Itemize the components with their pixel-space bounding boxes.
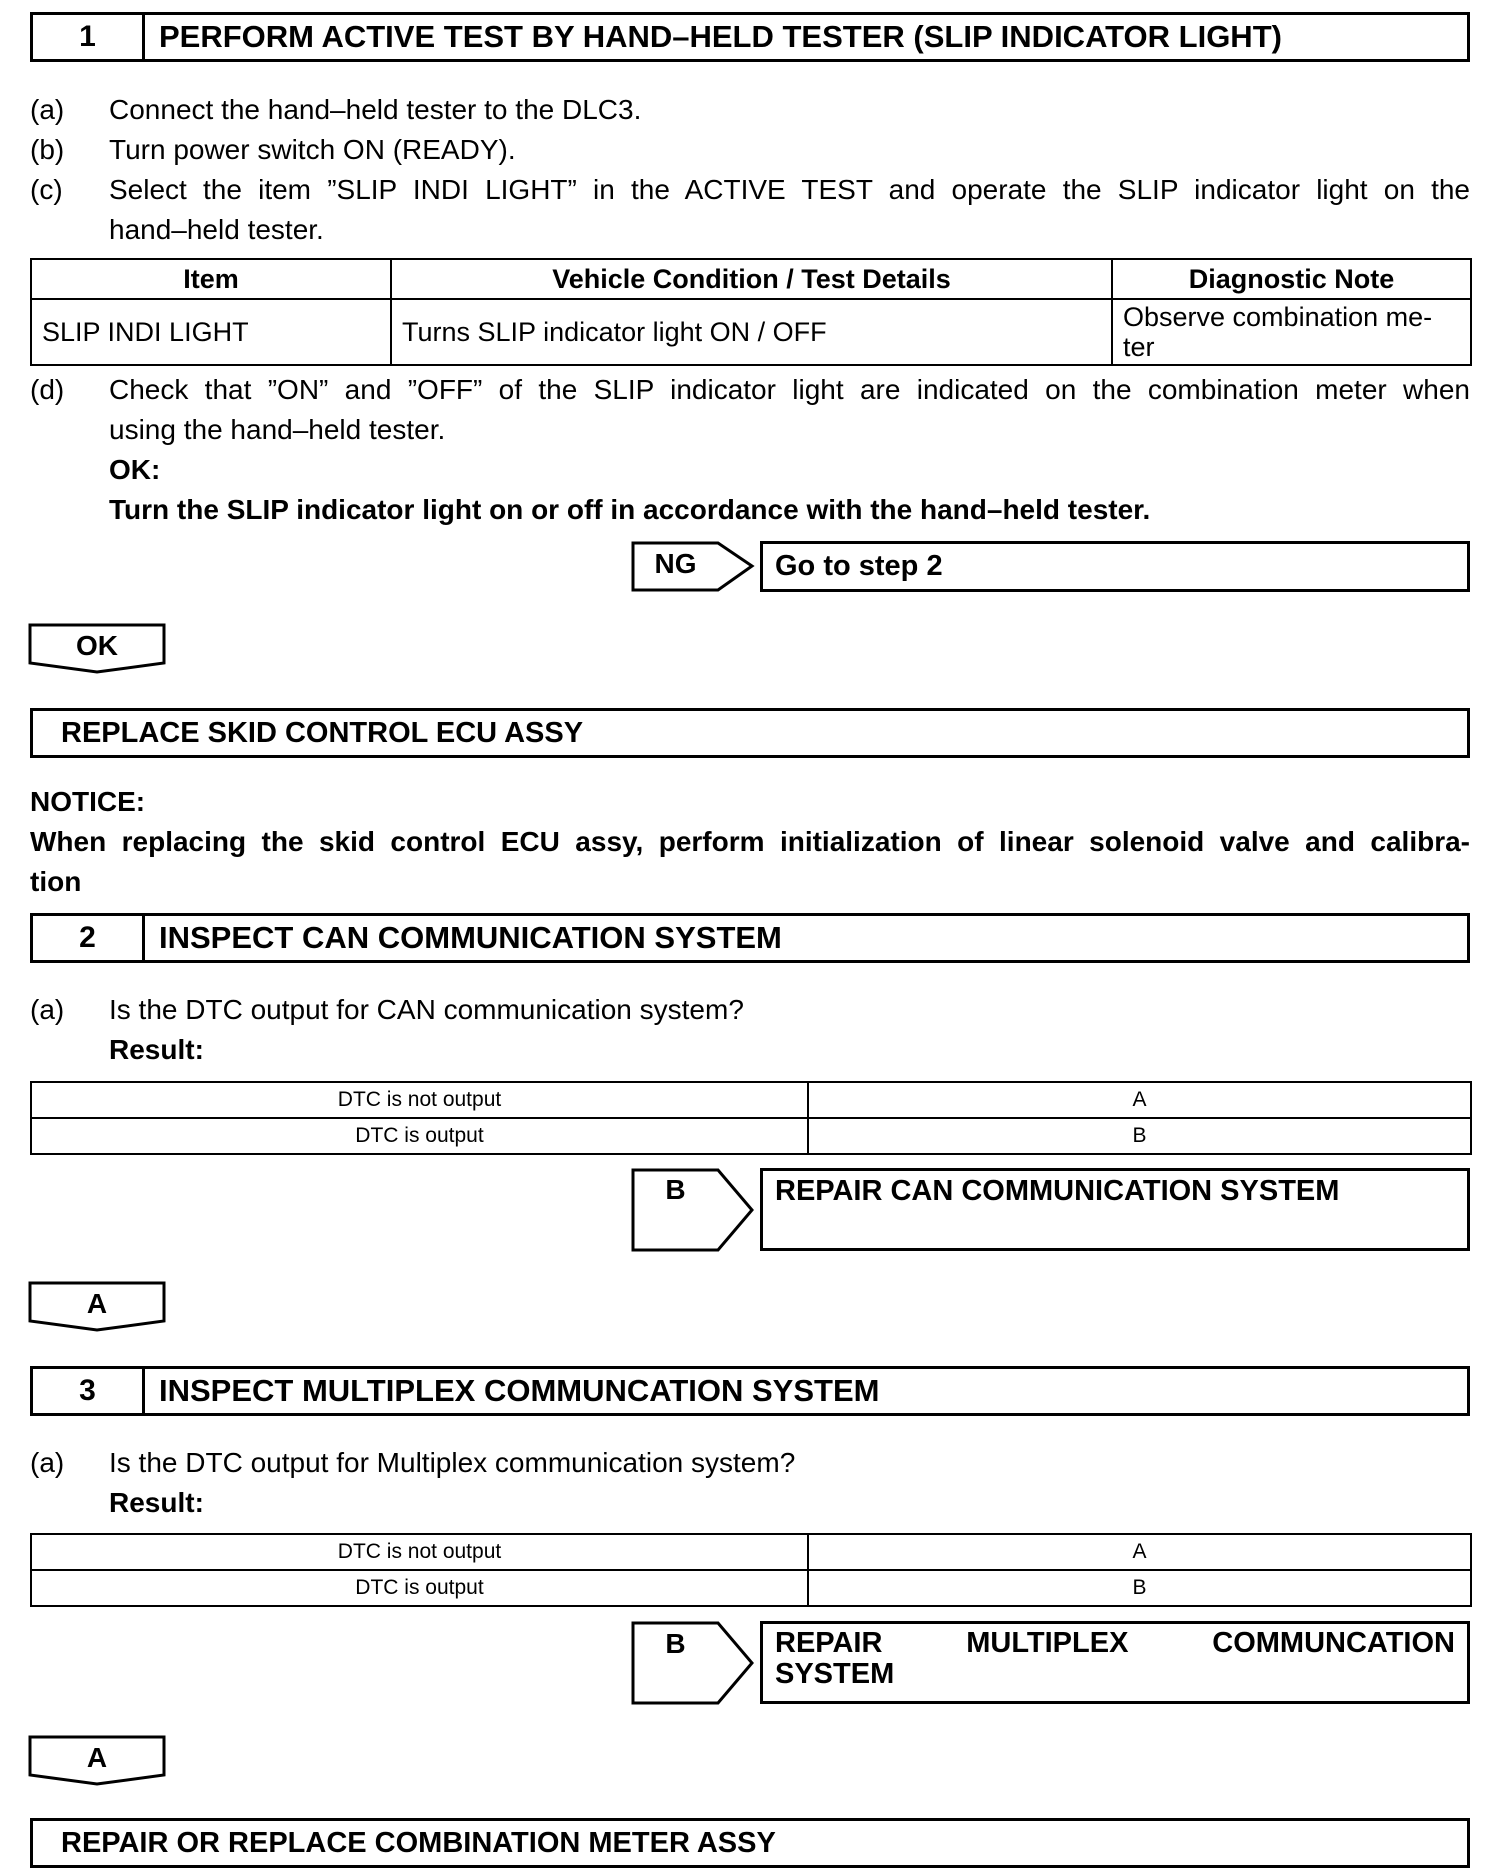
- branch-tag: B: [665, 1628, 686, 1659]
- notice-text: When replacing the skid control ECU assy, perform initialization of linear solenoid valve and calibra-: [30, 826, 1470, 857]
- step-title: INSPECT MULTIPLEX COMMUNCATION SYSTEM: [159, 1373, 880, 1408]
- item-text-cont: using the hand–held tester.: [109, 414, 446, 445]
- step-title: INSPECT CAN COMMUNICATION SYSTEM: [159, 920, 782, 955]
- result-condition: DTC is output: [31, 1570, 808, 1606]
- branch-action-word: COMMUNCATION: [1212, 1627, 1455, 1659]
- item-label: (b): [30, 134, 65, 165]
- ok-criteria: Turn the SLIP indicator light on or off in accordance with the hand–held tester.: [109, 494, 1151, 525]
- action-box-replace-ecu: [30, 708, 1470, 758]
- notice-text-cont: tion: [30, 866, 82, 897]
- result-condition: DTC is not output: [31, 1534, 808, 1570]
- table-row: [31, 1118, 1471, 1154]
- branch-action-text: REPAIR CAN COMMUNICATION SYSTEM: [775, 1175, 1340, 1207]
- item-label: (d): [30, 374, 65, 405]
- result-label: Result:: [109, 1034, 204, 1065]
- ok-tag: OK: [76, 630, 118, 661]
- table-row: [31, 1570, 1471, 1606]
- result-code: B: [808, 1118, 1471, 1154]
- result-label: Result:: [109, 1487, 204, 1518]
- item-text: Turn power switch ON (READY).: [109, 134, 516, 165]
- item-text: Select the item ”SLIP INDI LIGHT” in the ACTIVE TEST and operate the SLIP indicator light on the: [109, 174, 1470, 205]
- item-text-cont: hand–held tester.: [109, 214, 324, 245]
- table-row: [31, 1082, 1471, 1118]
- branch-action-line: [775, 1628, 1455, 1659]
- continue-tag: A: [86, 1742, 108, 1773]
- step-number: 1: [33, 15, 145, 59]
- step-2-header: [30, 913, 1470, 963]
- table-header: Diagnostic Note: [1112, 259, 1471, 299]
- step-3-header: [30, 1366, 1470, 1416]
- result-condition: DTC is output: [31, 1118, 808, 1154]
- notice-title: NOTICE:: [30, 786, 146, 817]
- continue-tag: A: [86, 1288, 108, 1319]
- step-number: 3: [33, 1369, 145, 1413]
- branch-action-word: REPAIR: [775, 1627, 883, 1659]
- result-table: [30, 1533, 1472, 1607]
- branch-action-line: SYSTEM: [775, 1658, 895, 1690]
- item-label: (a): [30, 94, 65, 125]
- note-line: ter: [1123, 332, 1155, 362]
- ng-tag: NG: [654, 548, 697, 579]
- item-text: Check that ”ON” and ”OFF” of the SLIP indicator light are indicated on the combination meter when: [109, 374, 1470, 405]
- item-text: Is the DTC output for Multiplex communication system?: [109, 1447, 796, 1478]
- item-label: (a): [30, 994, 65, 1025]
- step-title: PERFORM ACTIVE TEST BY HAND–HELD TESTER (SLIP INDICATOR LIGHT): [159, 19, 1282, 54]
- ok-label: OK:: [109, 454, 161, 485]
- step-number: 2: [33, 916, 145, 960]
- result-condition: DTC is not output: [31, 1082, 808, 1118]
- branch-action-box: [760, 1168, 1470, 1251]
- branch-action-box: [760, 1621, 1470, 1704]
- item-label: (c): [30, 174, 63, 205]
- table-row: [31, 1534, 1471, 1570]
- action-text: REPLACE SKID CONTROL ECU ASSY: [61, 716, 584, 749]
- item-text: Connect the hand–held tester to the DLC3.: [109, 94, 642, 125]
- table-cell: SLIP INDI LIGHT: [31, 299, 391, 365]
- result-table: [30, 1081, 1472, 1155]
- result-code: A: [808, 1082, 1471, 1118]
- table-cell: Turns SLIP indicator light ON / OFF: [391, 299, 1112, 365]
- note-line: Observe combination me-: [1123, 302, 1433, 332]
- item-text: Is the DTC output for CAN communication system?: [109, 994, 744, 1025]
- item-label: (a): [30, 1447, 65, 1478]
- branch-action-word: MULTIPLEX: [966, 1627, 1129, 1659]
- result-code: A: [808, 1534, 1471, 1570]
- ng-action-text: Go to step 2: [775, 550, 943, 582]
- branch-tag: B: [665, 1174, 686, 1205]
- action-text: REPAIR OR REPLACE COMBINATION METER ASSY: [61, 1826, 776, 1859]
- table-header: Item: [31, 259, 391, 299]
- table-header: Vehicle Condition / Test Details: [391, 259, 1112, 299]
- action-box-final: [30, 1818, 1470, 1868]
- ng-action-box: [760, 541, 1470, 592]
- result-code: B: [808, 1570, 1471, 1606]
